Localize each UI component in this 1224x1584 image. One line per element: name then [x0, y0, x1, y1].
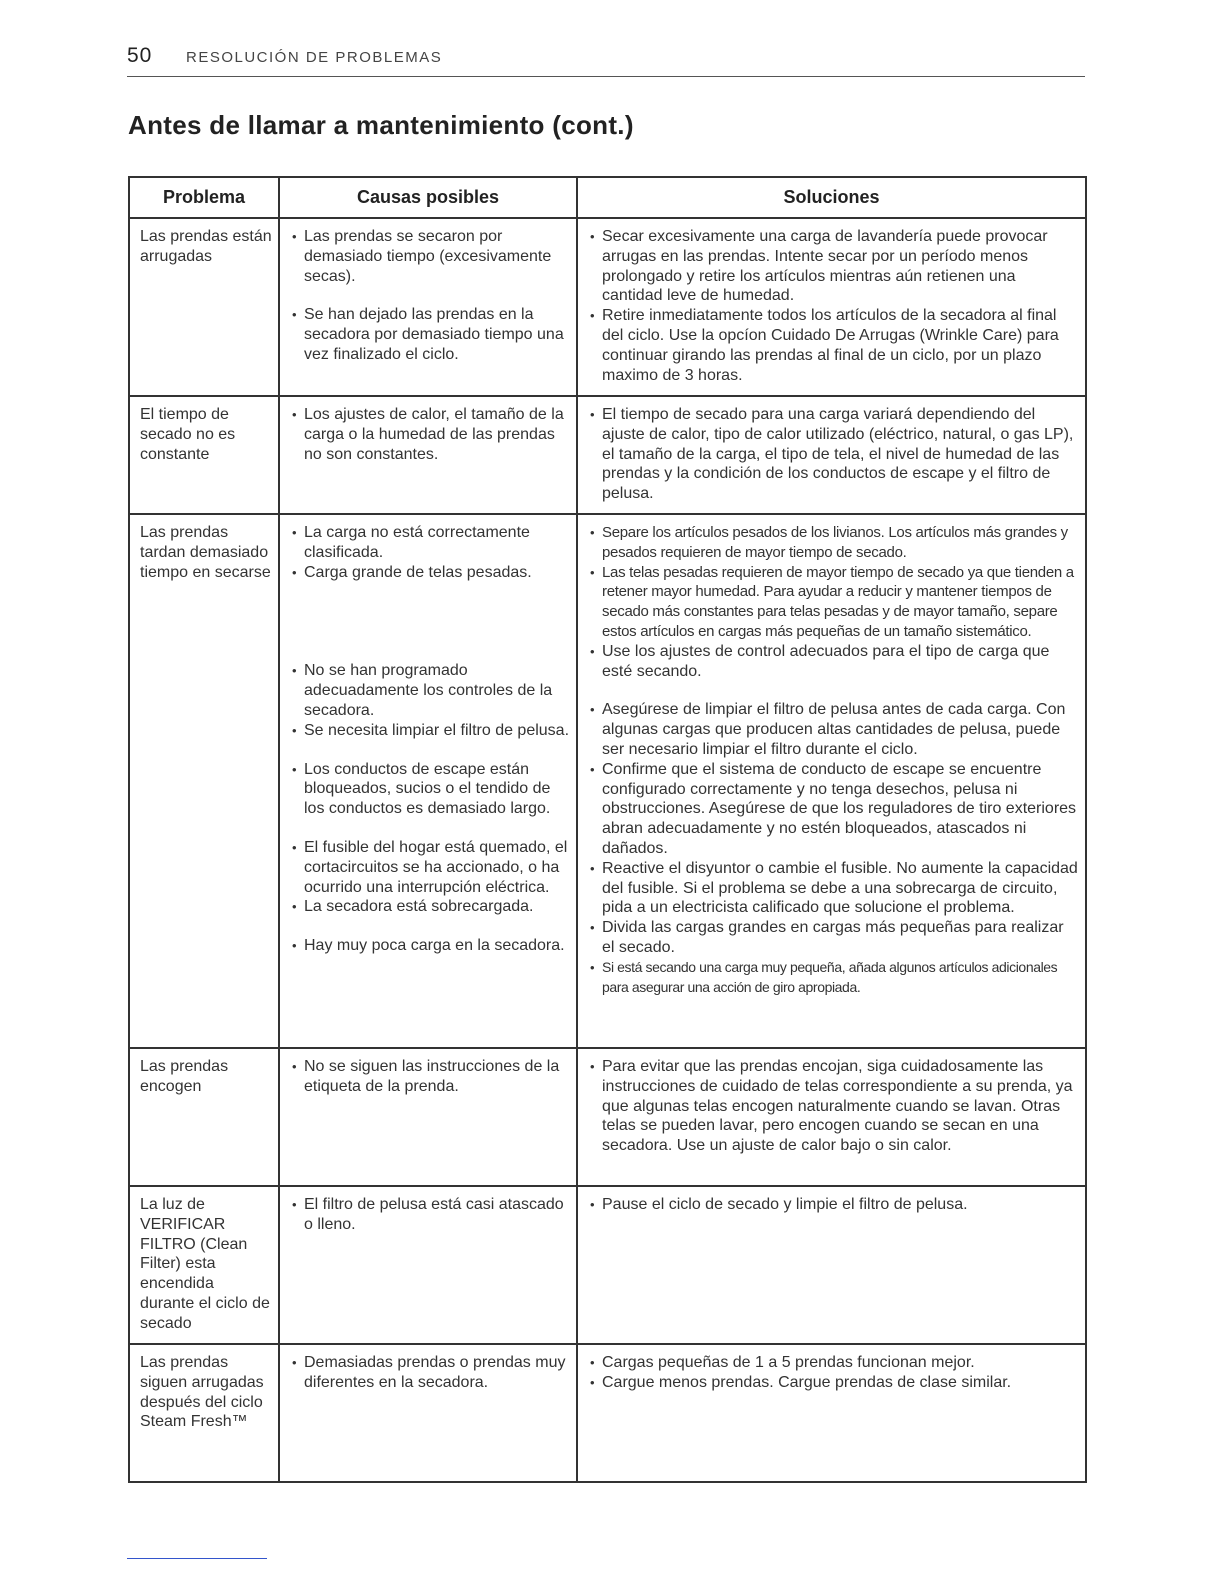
table-row	[129, 1186, 1086, 1344]
solution-item: • Use los ajustes de control adecuados para el tipo de carga que esté secando.	[588, 642, 1079, 682]
column-header-problem: Problema	[129, 177, 279, 218]
causes-cell	[279, 1344, 577, 1482]
problem-cell: Las prendas están arrugadas	[129, 218, 279, 396]
cause-item: • Los conductos de escape están bloqueados, sucios o el tendido de los conductos es demasiado largo.	[290, 760, 570, 819]
column-header-solutions: Soluciones	[577, 177, 1086, 218]
table-row	[129, 514, 1086, 1048]
cause-item: • Hay muy poca carga en la secadora.	[290, 936, 570, 956]
section-name: RESOLUCIÓN DE PROBLEMAS	[186, 49, 443, 66]
solution-item: • Divida las cargas grandes en cargas más pequeñas para realizar el secado.	[588, 918, 1079, 958]
solutions-cell	[577, 218, 1086, 396]
solution-item: • Cargas pequeñas de 1 a 5 prendas funcionan mejor.	[588, 1353, 1079, 1373]
table-row	[129, 218, 1086, 396]
solutions-cell	[577, 514, 1086, 1048]
cause-item: • Se necesita limpiar el filtro de pelusa.	[290, 721, 570, 741]
causes-cell	[279, 218, 577, 396]
cause-item: • El filtro de pelusa está casi atascado o lleno.	[290, 1195, 570, 1235]
solution-item: • Cargue menos prendas. Cargue prendas de clase similar.	[588, 1373, 1079, 1393]
causes-cell	[279, 514, 577, 1048]
cause-item: • Los ajustes de calor, el tamaño de la carga o la humedad de las prendas no son constantes.	[290, 405, 570, 464]
problem-cell: Las prendas tardan demasiado tiempo en secarse	[129, 514, 279, 1048]
solutions-cell	[577, 1048, 1086, 1186]
cause-item: • Se han dejado las prendas en la secadora por demasiado tiempo una vez finalizado el ciclo.	[290, 305, 570, 364]
solutions-cell	[577, 1186, 1086, 1344]
problem-cell: Las prendas encogen	[129, 1048, 279, 1186]
footer-divider	[127, 1558, 267, 1559]
table-header-row	[129, 177, 1086, 218]
solution-item: • Asegúrese de limpiar el filtro de pelusa antes de cada carga. Con algunas cargas que producen altas cantidades de pelusa, puede ser necesario limpiar el filtro durante el ciclo.	[588, 700, 1079, 759]
solutions-cell	[577, 396, 1086, 514]
problem-cell: Las prendas siguen arrugadas después del ciclo Steam Fresh™	[129, 1344, 279, 1482]
solution-item: • Retire inmediatamente todos los artículos de la secadora al final del ciclo. Use la opcíon Cuidado De Arrugas (Wrinkle Care) para continuar girando las prendas al final de un ciclo, por un plazo maximo de 3 horas.	[588, 306, 1079, 385]
causes-cell	[279, 1048, 577, 1186]
solution-item: • Las telas pesadas requieren de mayor tiempo de secado ya que tienden a retener mayor humedad. Para ayudar a reducir y mantener tiempos de secado más constantes para telas pesadas y de mayor tamaño, separe estos artículos en cargas más pequeñas de un tamaño sistemático.	[588, 563, 1079, 642]
page-header	[127, 44, 1085, 77]
solution-item: • Confirme que el sistema de conducto de escape se encuentre configurado correctamente y no tenga desechos, pelusa ni obstrucciones. Asegúrese de que los reguladores de tiro exteriores abran adecuadamente y no estén bloqueados, atascados ni dañados.	[588, 760, 1079, 859]
solution-item: • Secar excesivamente una carga de lavandería puede provocar arrugas en las prendas. Intente secar por un período menos prolongado y retire los artículos mientras aún retienen una cantidad leve de humedad.	[588, 227, 1079, 306]
solutions-cell	[577, 1344, 1086, 1482]
solution-item: • Separe los artículos pesados de los livianos. Los artículos más grandes y pesados requieren de mayor tiempo de secado.	[588, 523, 1079, 563]
cause-item: • Carga grande de telas pesadas.	[290, 563, 570, 583]
troubleshooting-table	[128, 176, 1087, 1483]
problem-cell: La luz de VERIFICAR FILTRO (Clean Filter) esta encendida durante el ciclo de secado	[129, 1186, 279, 1344]
causes-cell	[279, 396, 577, 514]
cause-item: • Demasiadas prendas o prendas muy diferentes en la secadora.	[290, 1353, 570, 1393]
solution-item: • Si está secando una carga muy pequeña, añada algunos artículos adicionales para asegurar una acción de giro apropiada.	[588, 958, 1079, 998]
page-title: Antes de llamar a mantenimiento (cont.)	[128, 110, 634, 140]
problem-cell: El tiempo de secado no es constante	[129, 396, 279, 514]
table-row	[129, 1344, 1086, 1482]
cause-item: • El fusible del hogar está quemado, el cortacircuitos se ha accionado, o ha ocurrido una interrupción eléctrica.	[290, 838, 570, 897]
page-number: 50	[127, 44, 153, 67]
solution-item: • Pause el ciclo de secado y limpie el filtro de pelusa.	[588, 1195, 1079, 1215]
table-row	[129, 1048, 1086, 1186]
cause-item: • La secadora está sobrecargada.	[290, 897, 570, 917]
causes-cell	[279, 1186, 577, 1344]
solution-item: • Para evitar que las prendas encojan, siga cuidadosamente las instrucciones de cuidado de telas correspondiente a su prenda, ya que algunas telas encogen naturalmente cuando se lavan. Otras telas se pueden lavar, pero encogen cuando se secan en una secadora. Use un ajuste de calor bajo o sin calor.	[588, 1057, 1079, 1156]
solution-item: • Reactive el disyuntor o cambie el fusible. No aumente la capacidad del fusible. Si el problema se debe a una sobrecarga de circuito, pida a un electricista calificado que solucione el problema.	[588, 859, 1079, 918]
cause-item: • Las prendas se secaron por demasiado tiempo (excesivamente secas).	[290, 227, 570, 286]
cause-item: • No se han programado adecuadamente los controles de la secadora.	[290, 661, 570, 720]
cause-item: • La carga no está correctamente clasificada.	[290, 523, 570, 563]
solution-item: • El tiempo de secado para una carga variará dependiendo del ajuste de calor, tipo de calor utilizado (eléctrico, natural, o gas LP), el tamaño de la carga, el tipo de tela, el nivel de humedad de las prendas y la condición de los conductos de escape y el filtro de pelusa.	[588, 405, 1079, 504]
table-row	[129, 396, 1086, 514]
column-header-causes: Causas posibles	[279, 177, 577, 218]
cause-item: • No se siguen las instrucciones de la etiqueta de la prenda.	[290, 1057, 570, 1097]
